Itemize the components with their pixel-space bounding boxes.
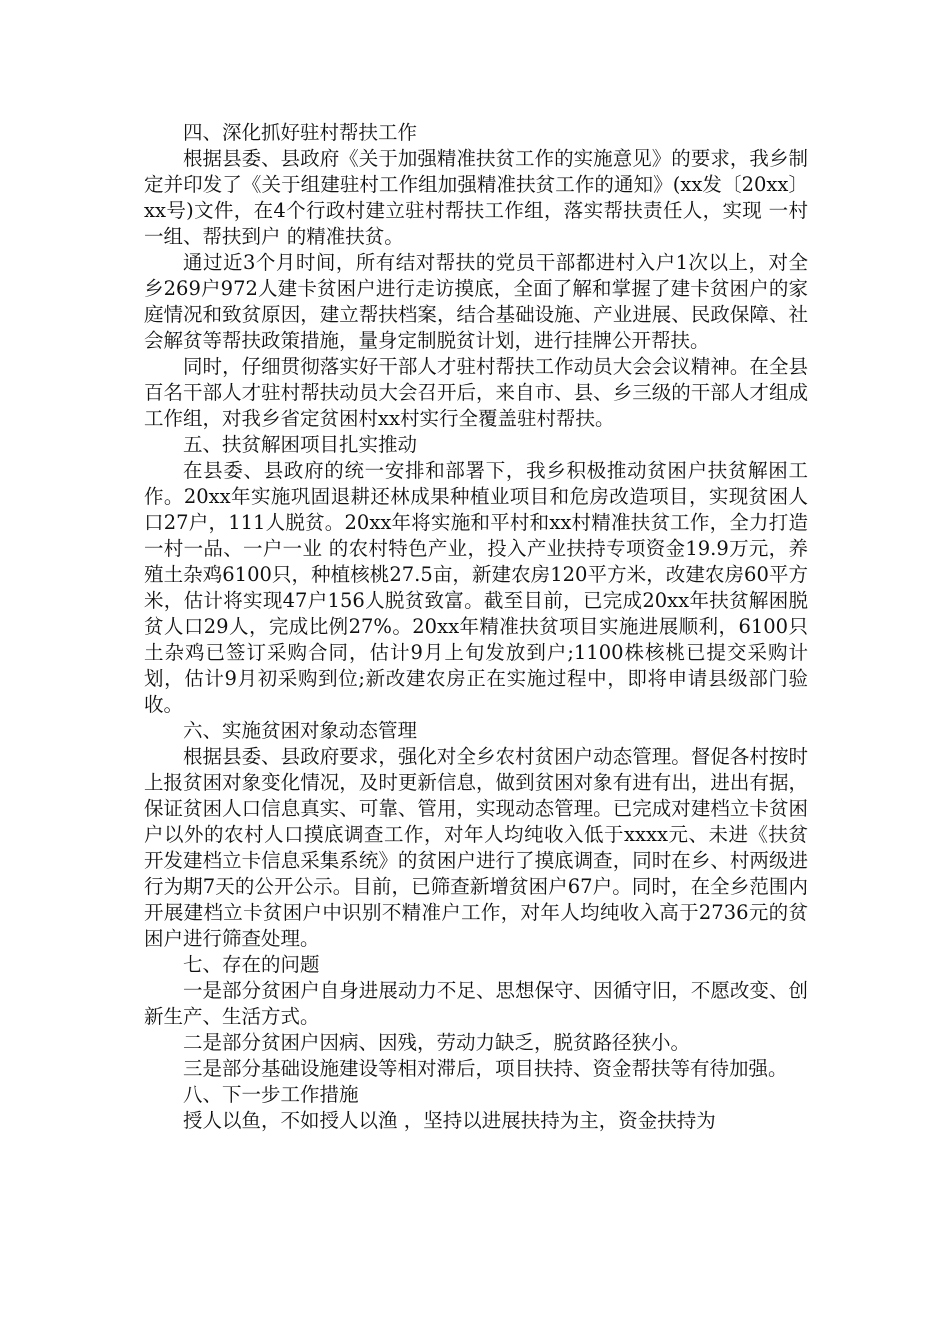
section-heading-7: 七、存在的问题: [183, 953, 320, 976]
paragraph: 一是部分贫困户自身进展动力不足、思想保守、因循守旧，不愿改变、创新生产、生活方式。: [144, 979, 808, 1028]
section-heading-4: 四、深化抓好驻村帮扶工作: [183, 121, 418, 144]
section-heading-5: 五、扶贫解困项目扎实推动: [183, 433, 418, 456]
paragraph: 三是部分基础设施建设等相对滞后，项目扶持、资金帮扶等有待加强。: [183, 1057, 788, 1080]
paragraph: 通过近3个月时间，所有结对帮扶的党员干部都进村入户1次以上，对全乡269户972人建卡贫困户进行走访摸底，全面了解和掌握了建卡贫困户的家庭情况和致贫原因，建立帮扶档案，结合基础设施、产业进展、民政保障、社会解贫等帮扶政策措施，量身定制脱贫计划，进行挂牌公开帮扶。: [144, 251, 808, 352]
section-heading-6: 六、实施贫困对象动态管理: [183, 719, 418, 742]
paragraph: 二是部分贫困户因病、因残，劳动力缺乏，脱贫路径狭小。: [183, 1031, 691, 1054]
paragraph: 同时，仔细贯彻落实好干部人才驻村帮扶工作动员大会会议精神。在全县百名干部人才驻村帮扶动员大会召开后，来自市、县、乡三级的干部人才组成工作组，对我乡省定贫困村xx村实行全覆盖驻村帮扶。: [144, 355, 808, 430]
paragraph: 根据县委、县政府《关于加强精准扶贫工作的实施意见》的要求，我乡制定并印发了《关于组建驻村工作组加强精准扶贫工作的通知》(xx发〔20xx〕xx号)文件，在4个行政村建立驻村帮扶工作组，落实帮扶责任人，实现 一村一组、帮扶到户 的精准扶贫。: [144, 147, 808, 248]
paragraph: 在县委、县政府的统一安排和部署下，我乡积极推动贫困户扶贫解困工作。20xx年实施巩固退耕还林成果种植业项目和危房改造项目，实现贫困人口27户，111人脱贫。20xx年将实施和平村和xx村精准扶贫工作，全力打造 一村一品、一户一业 的农村特色产业，投入产业扶持专项资金19.9万元，养殖土杂鸡6100只，种植核桃27.5亩，新建农房120平方米，改建农房60平方米，估计将实现47户156人脱贫致富。截至目前，已完成20xx年扶贫解困脱贫人口29人，完成比例27%。20xx年精准扶贫项目实施进展顺利，6100只土杂鸡已签订采购合同，估计9月上旬发放到户;1100株核桃已提交采购计划，估计9月初采购到位;新改建农房正在实施过程中，即将申请县级部门验收。: [144, 459, 808, 716]
document-body: [144, 120, 808, 1134]
paragraph: 授人以鱼，不如授人以渔 ，坚持以进展扶持为主，资金扶持为: [183, 1109, 716, 1132]
section-heading-8: 八、下一步工作措施: [183, 1083, 359, 1106]
paragraph: 根据县委、县政府要求，强化对全乡农村贫困户动态管理。督促各村按时上报贫困对象变化情况，及时更新信息，做到贫困对象有进有出，进出有据，保证贫困人口信息真实、可靠、管用，实现动态管理。已完成对建档立卡贫困户以外的农村人口摸底调查工作，对年人均纯收入低于xxxx元、未进《扶贫开发建档立卡信息采集系统》的贫困户进行了摸底调查，同时在乡、村两级进行为期7天的公开公示。目前，已筛查新增贫困户67户。同时，在全乡范围内开展建档立卡贫困户中识别不精准户工作，对年人均纯收入高于2736元的贫困户进行筛查处理。: [144, 745, 808, 950]
